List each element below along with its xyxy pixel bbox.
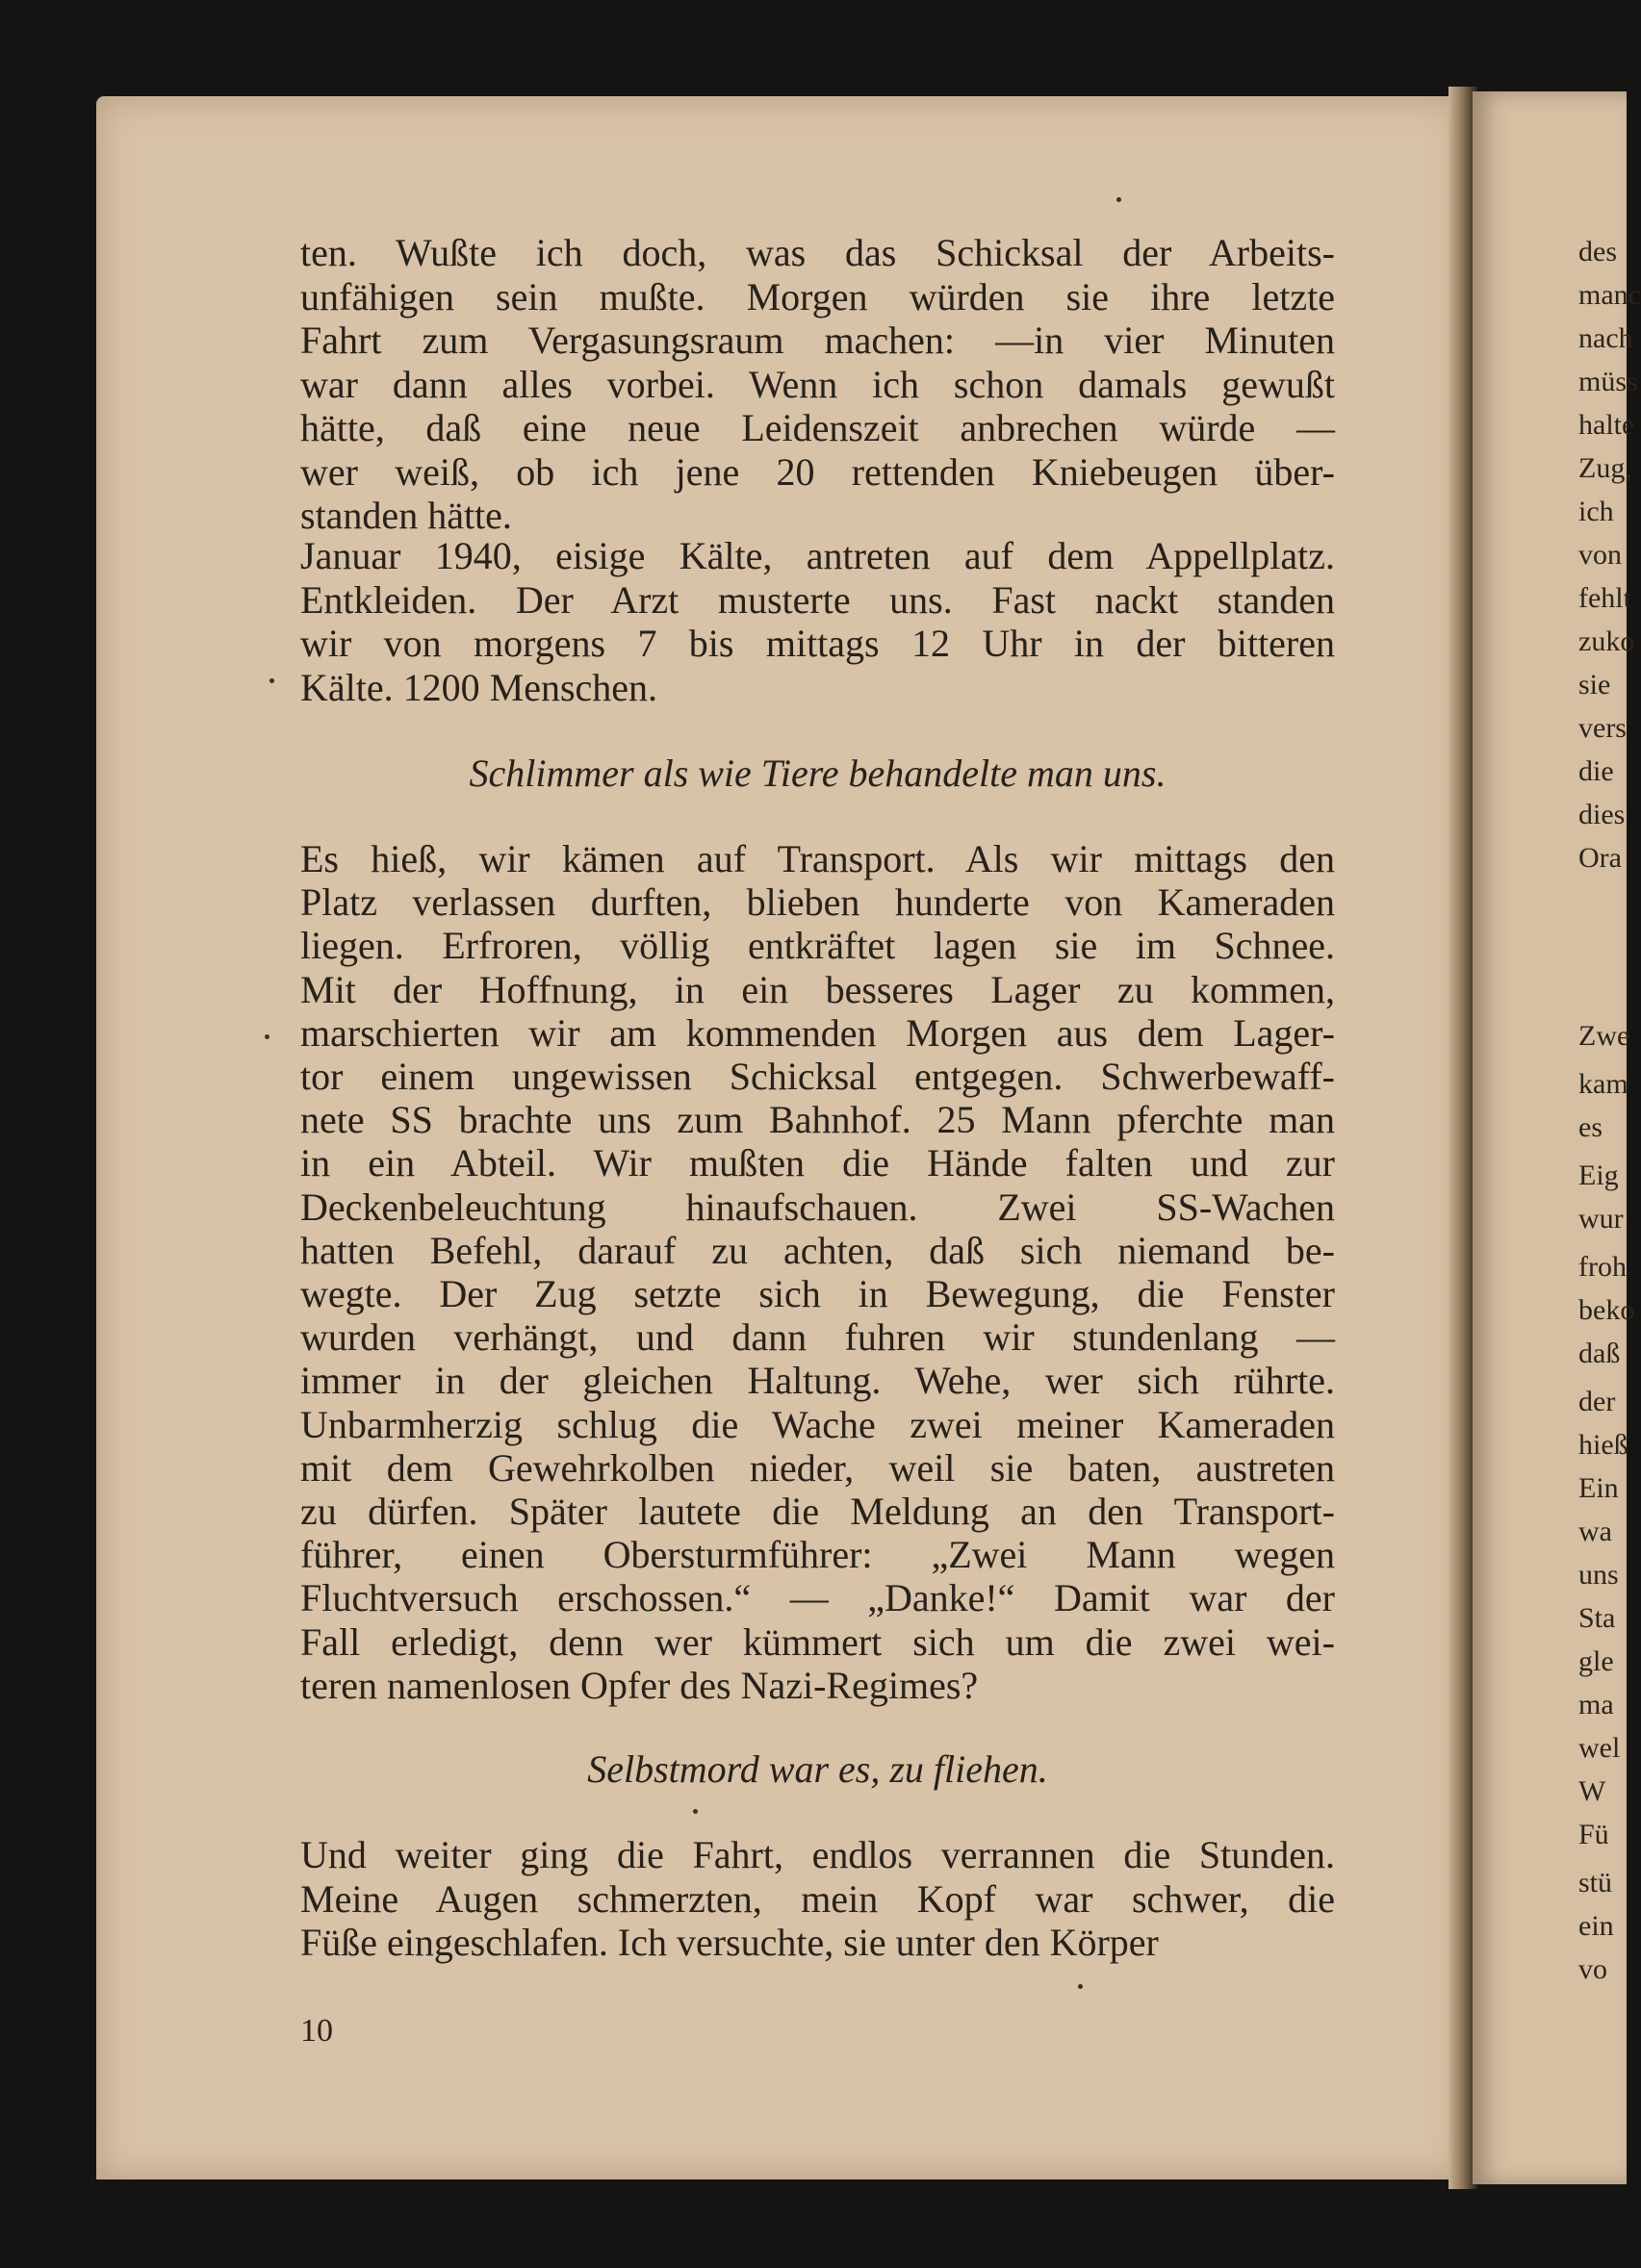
paragraph-1-line: ten. Wußte ich doch, was das Schicksal der Arbeits- <box>300 231 1335 274</box>
paragraph-3-line: tor einem ungewissen Schicksal entgegen. Schwerbewaff- <box>300 1055 1335 1098</box>
paragraph-3-line: immer in der gleichen Haltung. Wehe, wer sich rührte. <box>300 1359 1335 1403</box>
facing-page-fragment: von <box>1578 539 1622 571</box>
paragraph-4-line: Meine Augen schmerzten, mein Kopf war schwer, die <box>300 1876 1335 1921</box>
facing-page-fragment: wa <box>1578 1516 1612 1547</box>
paragraph-3-line: Fall erledigt, denn wer kümmert sich um die zwei wei- <box>300 1619 1335 1664</box>
paragraph-3-line: mit dem Gewehrkolben nieder, weil sie baten, austreten <box>300 1445 1335 1490</box>
paragraph-3-line: teren namenlosen Opfer des Nazi-Regimes? <box>300 1663 979 1707</box>
page-number: 10 <box>300 2013 333 2049</box>
paragraph-3-line: Unbarmherzig schlug die Wache zwei meiner Kameraden <box>300 1402 1335 1446</box>
paragraph-3-line: wegte. Der Zug setzte sich in Bewegung, die Fenster <box>300 1272 1335 1315</box>
paragraph-2-line: Kälte. 1200 Menschen. <box>300 665 658 709</box>
facing-page-fragment: W <box>1578 1775 1606 1807</box>
paragraph-3-line: Mit der Hoffnung, in ein besseres Lager zu kommen, <box>300 967 1335 1011</box>
facing-page-fragment: des <box>1578 236 1617 268</box>
facing-page-fragment: fehlt <box>1578 582 1631 614</box>
facing-page-fragment: vers <box>1578 712 1627 744</box>
paragraph-3-line: Deckenbeleuchtung hinaufschauen. Zwei SS-Wachen <box>300 1185 1335 1229</box>
paragraph-3-line: nete SS brachte uns zum Bahnhof. 25 Mann pferchte man <box>300 1098 1335 1142</box>
paragraph-3-line: Fluchtversuch erschossen.“ — „Danke!“ Damit war der <box>300 1576 1335 1620</box>
facing-page-fragment: ein <box>1578 1910 1614 1942</box>
facing-page-fragment: wur <box>1578 1203 1624 1235</box>
paragraph-1-line: standen hätte. <box>300 494 512 537</box>
facing-page-fragment: es <box>1578 1111 1603 1143</box>
paragraph-2-line: Januar 1940, eisige Kälte, antreten auf dem Appellplatz. <box>300 534 1335 577</box>
paragraph-3-line: führer, einen Obersturmführer: „Zwei Mann wegen <box>300 1533 1335 1577</box>
facing-page-fragment: beko <box>1578 1294 1635 1326</box>
facing-page-fragment: uns <box>1578 1559 1619 1591</box>
paper-speck <box>1078 1984 1083 1989</box>
facing-page-fragment: Fü <box>1578 1819 1609 1850</box>
facing-page-fragment: ich <box>1578 496 1614 527</box>
facing-page-fragment: wel <box>1578 1732 1621 1764</box>
paragraph-4-line: Und weiter ging die Fahrt, endlos verrannen die Stunden. <box>300 1833 1335 1876</box>
paragraph-3-line: liegen. Erfroren, völlig entkräftet lagen sie im Schnee. <box>300 924 1335 968</box>
paper-speck <box>265 1034 269 1039</box>
facing-page-fragment: die <box>1578 755 1614 787</box>
facing-page-fragment: Zug, <box>1578 452 1632 484</box>
paragraph-3-line: Platz verlassen durften, blieben hunderte von Kameraden <box>300 880 1335 925</box>
paper-speck <box>693 1809 698 1814</box>
paragraph-3-line: in ein Abteil. Wir mußten die Hände falten und zur <box>300 1141 1335 1185</box>
facing-page-fragment: dies <box>1578 799 1626 830</box>
paragraph-2-line: Entkleiden. Der Arzt musterte uns. Fast nackt standen <box>300 577 1335 622</box>
facing-page-fragment: stü <box>1578 1867 1613 1898</box>
facing-page-fragment: nach <box>1578 322 1633 354</box>
facing-page-fragment: Ein <box>1578 1472 1619 1504</box>
paragraph-1-line: wer weiß, ob ich jene 20 rettenden Kniebeugen über- <box>300 449 1335 494</box>
paragraph-4-line: Füße eingeschlafen. Ich versuchte, sie unter den Körper <box>300 1921 1159 1964</box>
paragraph-1-line: Fahrt zum Vergasungsraum machen: —in vier Minuten <box>300 319 1335 362</box>
paper-speck <box>269 678 274 683</box>
facing-page-fragment: Sta <box>1578 1602 1616 1634</box>
facing-page-fragment: zuko <box>1578 625 1635 657</box>
facing-page-fragment: sie <box>1578 669 1611 701</box>
facing-page-fragment: Ora <box>1578 842 1622 874</box>
facing-page-fragment: der <box>1578 1386 1616 1417</box>
facing-page-fragment: müss <box>1578 366 1638 397</box>
facing-page-fragment: kam <box>1578 1068 1628 1100</box>
paragraph-2-line: wir von morgens 7 bis mittags 12 Uhr in der bitteren <box>300 622 1335 665</box>
facing-page-fragment: ma <box>1578 1689 1614 1720</box>
paragraph-3-line: marschierten wir am kommenden Morgen aus dem Lager- <box>300 1010 1335 1055</box>
paragraph-3-line: wurden verhängt, und dann fuhren wir stundenlang — <box>300 1315 1335 1360</box>
paragraph-3-line: zu dürfen. Später lautete die Meldung an den Transport- <box>300 1490 1335 1533</box>
facing-page-fragment: vo <box>1578 1953 1607 1985</box>
facing-page-fragment: hieß <box>1578 1429 1628 1461</box>
paragraph-1-line: hätte, daß eine neue Leidenszeit anbrechen würde — <box>300 406 1335 449</box>
facing-page-fragment: halte <box>1578 409 1635 441</box>
paper-speck <box>1116 197 1121 202</box>
section-heading-2: Selbstmord war es, zu fliehen. <box>587 1747 1048 1791</box>
section-heading-1: Schlimmer als wie Tiere behandelte man uns. <box>469 752 1167 795</box>
paragraph-1-line: unfähigen sein mußte. Morgen würden sie ihre letzte <box>300 274 1335 319</box>
facing-page-fragment: daß <box>1578 1338 1621 1369</box>
facing-page-fragment: Eig <box>1578 1159 1619 1191</box>
facing-page-fragment: gle <box>1578 1645 1614 1677</box>
paragraph-1-line: war dann alles vorbei. Wenn ich schon damals gewußt <box>300 362 1335 406</box>
facing-page-fragment: manc <box>1578 279 1641 311</box>
facing-page-fragment: Zwe <box>1578 1020 1630 1052</box>
paragraph-3-line: Es hieß, wir kämen auf Transport. Als wir mittags den <box>300 837 1335 880</box>
paragraph-3-line: hatten Befehl, darauf zu achten, daß sich niemand be- <box>300 1228 1335 1272</box>
facing-page-fragment: froh <box>1578 1251 1627 1283</box>
